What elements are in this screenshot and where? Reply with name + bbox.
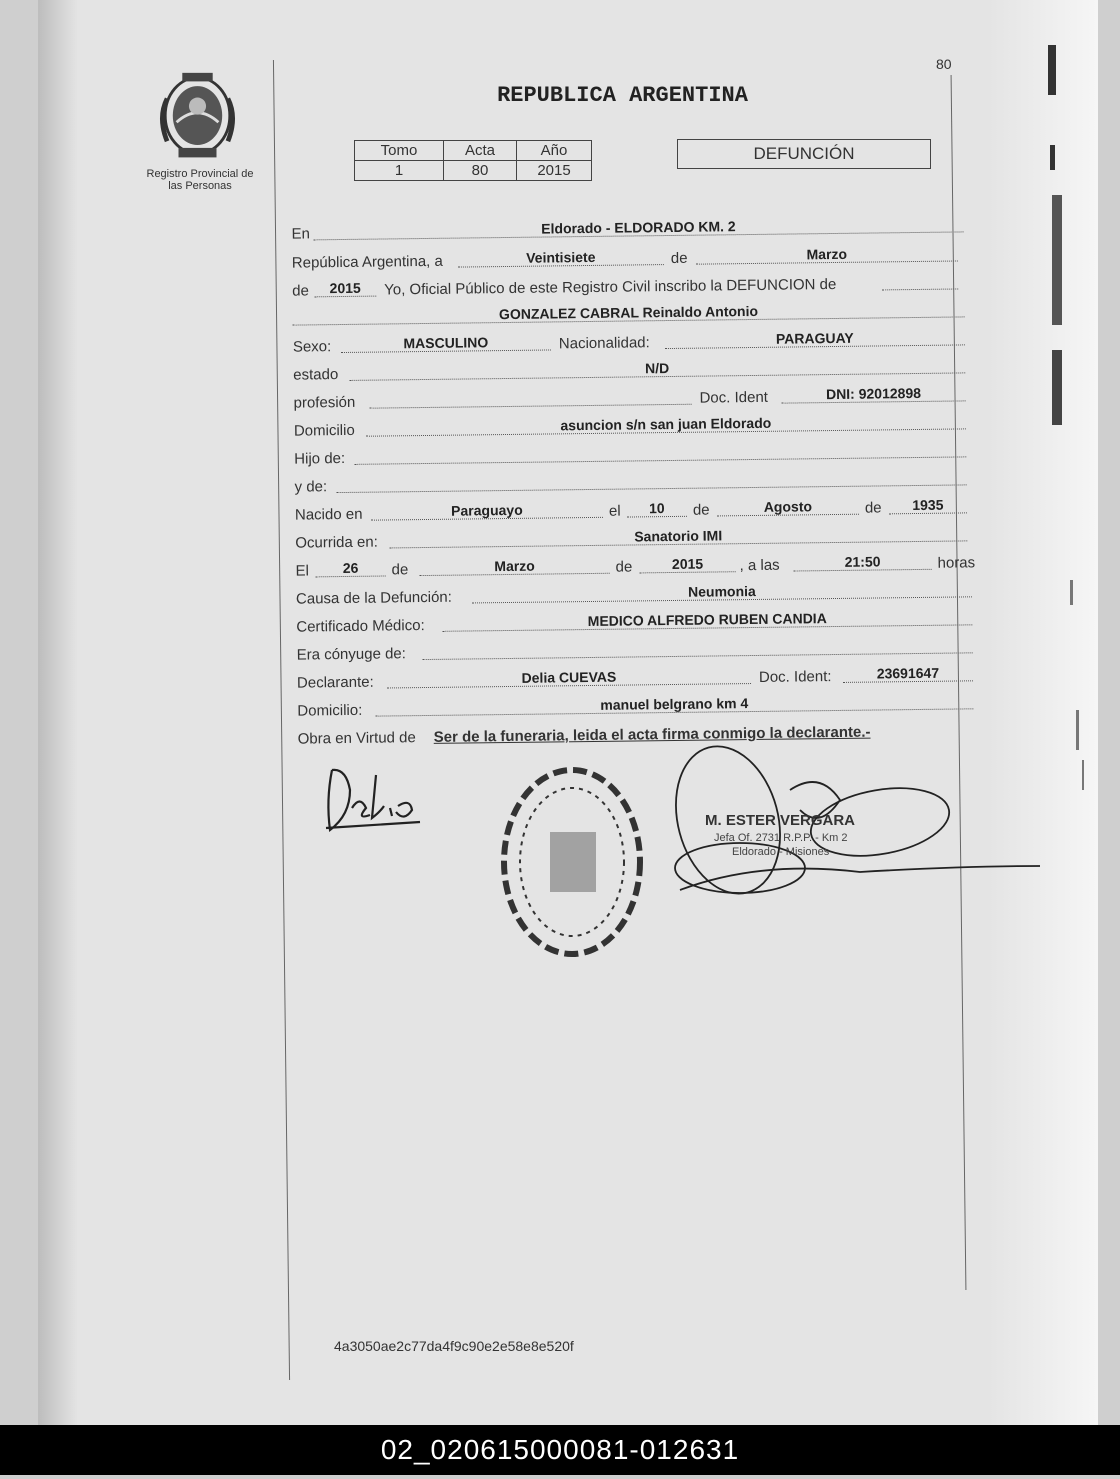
de-label: de xyxy=(670,249,688,267)
birth-el-label: el xyxy=(608,502,621,520)
row-ocurrida xyxy=(289,519,969,551)
birth-de1-label: de xyxy=(692,501,710,519)
death-de1-label: de xyxy=(391,561,409,579)
barcode-text: 02_020615000081-012631 xyxy=(380,1434,740,1465)
doc-ident-field: DNI: 92012898 xyxy=(781,384,965,403)
row-certificado xyxy=(290,603,980,635)
row-estado xyxy=(287,351,967,383)
death-month-field: Marzo xyxy=(419,557,609,576)
declarante-label: Declarante: xyxy=(296,673,374,692)
decl-doc-field: 23691647 xyxy=(843,664,973,683)
death-de2-label: de xyxy=(615,558,633,576)
death-el-label: El xyxy=(295,562,310,580)
deceased-name-field: GONZALEZ CABRAL Reinaldo Antonio xyxy=(292,300,964,325)
en-label: En xyxy=(291,225,310,243)
row-en xyxy=(285,210,965,242)
decl-domicilio-label: Domicilio: xyxy=(297,701,363,720)
registry-caption: Registro Provincial de las Personas xyxy=(146,168,254,192)
scan-edge-marks xyxy=(1040,0,1080,1425)
barcode-bar xyxy=(0,1425,1120,1475)
row-hijo xyxy=(288,435,968,467)
acta-header: Acta xyxy=(444,141,517,161)
record-type-box: DEFUNCIÓN xyxy=(677,139,931,169)
yde-label: y de: xyxy=(294,478,328,496)
republica-label: República Argentina, a xyxy=(291,252,443,272)
row-conyuge xyxy=(290,631,980,663)
page-number: 80 xyxy=(936,56,952,72)
alas-label: , a las xyxy=(739,556,780,575)
death-record-form xyxy=(283,0,1001,1479)
doc-ident-label: Doc. Ident xyxy=(699,388,769,407)
death-year-field: 2015 xyxy=(639,555,735,573)
year-de-label: de xyxy=(292,282,309,300)
row-yde xyxy=(288,463,968,495)
row-name xyxy=(286,295,966,327)
inscribo-fill xyxy=(882,288,958,290)
obra-label: Obra en Virtud de xyxy=(297,729,416,748)
nacionalidad-label: Nacionalidad: xyxy=(558,334,650,353)
row-domicilio xyxy=(288,407,968,439)
domicilio-field: asuncion s/n san juan Eldorado xyxy=(366,412,966,436)
birth-de2-label: de xyxy=(864,499,882,517)
obra-text: Ser de la funeraria, leida el acta firma conmigo la declarante.- xyxy=(433,723,871,746)
certificado-label: Certificado Médico: xyxy=(296,617,425,636)
row-date xyxy=(286,239,966,271)
profesion-field xyxy=(370,404,692,409)
row-declarante xyxy=(291,659,981,691)
estado-field: N/D xyxy=(349,356,965,381)
inscribo-text: Yo, Oficial Público de este Registro Civil inscribo la DEFUNCION de xyxy=(384,275,837,299)
decl-doc-label: Doc. Ident: xyxy=(758,668,832,686)
birth-month-field: Agosto xyxy=(717,498,859,517)
row-death-date xyxy=(289,547,979,579)
row-year xyxy=(286,267,966,299)
death-time-field: 21:50 xyxy=(793,553,931,572)
tomo-header: Tomo xyxy=(355,141,444,161)
hijo-label: Hijo de: xyxy=(294,449,346,468)
row-obra xyxy=(291,715,981,747)
acta-value: 80 xyxy=(444,161,517,181)
certificado-field: MEDICO ALFREDO RUBEN CANDIA xyxy=(442,608,972,631)
document-title: REPUBLICA ARGENTINA xyxy=(497,83,748,108)
day-field: Veintisiete xyxy=(458,248,664,268)
nacido-label: Nacido en xyxy=(294,505,363,524)
tomo-value: 1 xyxy=(355,161,444,181)
official-title-line: Jefa Of. 2731 R.P.P. - Km 2 xyxy=(714,832,848,844)
document-hash: 4a3050ae2c77da4f9c90e2e58e8e520f xyxy=(334,1338,574,1354)
year-field: 2015 xyxy=(314,280,376,298)
row-profesion xyxy=(287,379,967,411)
official-name: M. ESTER VERGARA xyxy=(705,812,856,829)
anio-value: 2015 xyxy=(517,161,592,181)
page-shadow xyxy=(38,0,78,1425)
sexo-field: MASCULINO xyxy=(341,333,551,353)
death-day-field: 26 xyxy=(315,559,385,577)
birth-day-field: 10 xyxy=(627,500,687,518)
profesion-label: profesión xyxy=(293,393,356,412)
ocurrida-label: Ocurrida en: xyxy=(295,533,378,552)
official-location-line: Eldorado - Misiones xyxy=(732,846,830,858)
nacionalidad-field: PARAGUAY xyxy=(665,328,965,349)
declarante-field: Delia CUEVAS xyxy=(387,667,751,688)
domicilio-label: Domicilio xyxy=(293,421,355,440)
horas-label: horas xyxy=(937,554,976,572)
nacido-field: Paraguayo xyxy=(371,501,603,521)
row-decl-domicilio xyxy=(291,687,981,719)
causa-field: Neumonia xyxy=(472,580,972,603)
conyuge-label: Era cónyuge de: xyxy=(296,645,406,664)
row-causa xyxy=(290,575,980,607)
sexo-label: Sexo: xyxy=(292,338,332,356)
ocurrida-field: Sanatorio IMI xyxy=(389,524,967,548)
causa-label: Causa de la Defunción: xyxy=(295,588,452,608)
row-sexo xyxy=(287,323,967,355)
decl-domicilio-field: manuel belgrano km 4 xyxy=(375,692,973,716)
anio-header: Año xyxy=(517,141,592,161)
estado-label: estado xyxy=(293,366,339,384)
birth-year-field: 1935 xyxy=(889,496,967,514)
month-field: Marzo xyxy=(696,244,958,264)
en-field: Eldorado - ELDORADO KM. 2 xyxy=(313,215,963,240)
conyuge-field xyxy=(423,652,973,660)
row-nacido xyxy=(289,491,969,523)
